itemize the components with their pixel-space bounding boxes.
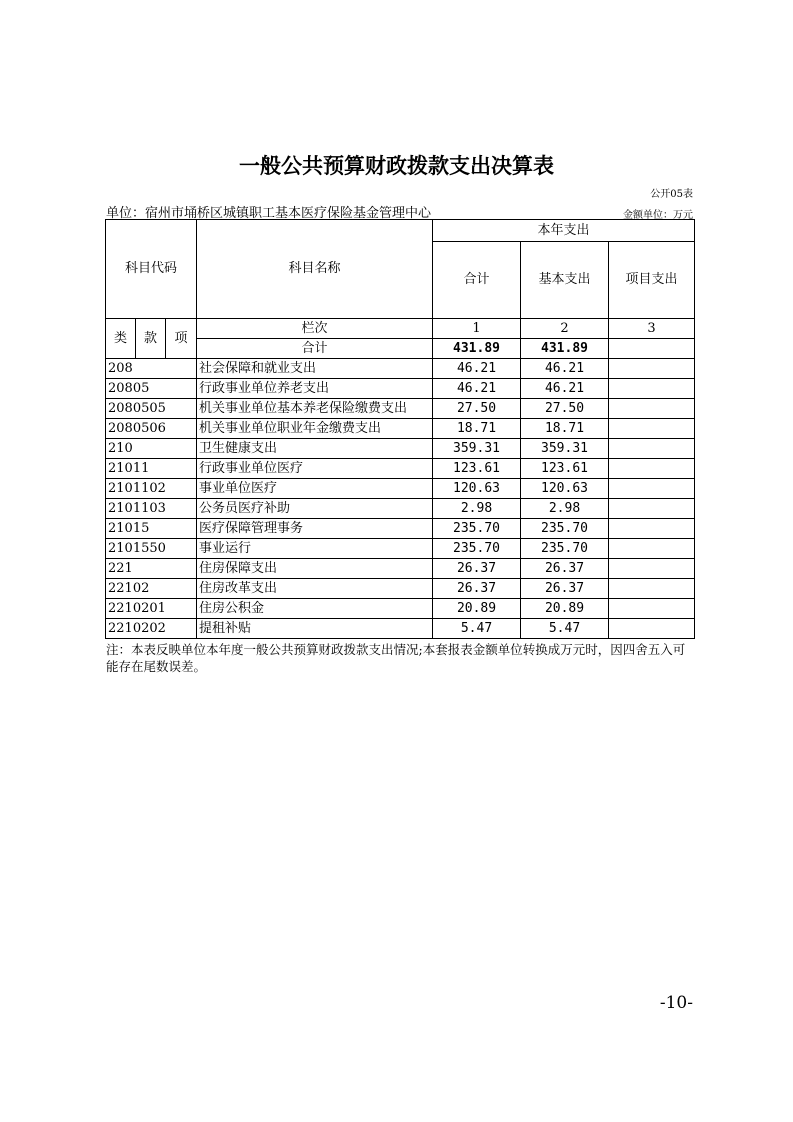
row-name: 事业运行 xyxy=(197,539,433,559)
row-project xyxy=(609,459,695,479)
header-project: 项目支出 xyxy=(609,242,695,319)
row-basic: 26.37 xyxy=(521,579,609,599)
table-row xyxy=(106,359,695,379)
table-row xyxy=(106,619,695,639)
row-total: 18.71 xyxy=(433,419,521,439)
table-row xyxy=(106,399,695,419)
row-name: 行政事业单位医疗 xyxy=(197,459,433,479)
row-project xyxy=(609,399,695,419)
column-number-3: 3 xyxy=(609,319,695,339)
table-note: 注：本表反映单位本年度一般公共预算财政拨款支出情况;本套报表金额单位转换成万元时，因四舍五入可能存在尾数误差。 xyxy=(106,642,686,674)
header-section: 款 xyxy=(136,319,166,359)
row-project xyxy=(609,379,695,399)
row-basic: 27.50 xyxy=(521,399,609,419)
row-basic: 359.31 xyxy=(521,439,609,459)
row-total: 20.89 xyxy=(433,599,521,619)
row-code: 2101103 xyxy=(106,499,197,519)
row-name: 机关事业单位职业年金缴费支出 xyxy=(197,419,433,439)
header-item: 项 xyxy=(166,319,197,359)
row-total: 235.70 xyxy=(433,539,521,559)
row-basic: 235.70 xyxy=(521,539,609,559)
header-total: 合计 xyxy=(433,242,521,319)
row-basic: 26.37 xyxy=(521,559,609,579)
table-row xyxy=(106,499,695,519)
row-name: 事业单位医疗 xyxy=(197,479,433,499)
row-code: 208 xyxy=(106,359,197,379)
table-row xyxy=(106,579,695,599)
unit-name: 单位：宿州市埇桥区城镇职工基本医疗保险基金管理中心 xyxy=(106,206,432,221)
header-class: 类 xyxy=(106,319,136,359)
row-basic: 120.63 xyxy=(521,479,609,499)
row-basic: 46.21 xyxy=(521,379,609,399)
row-total: 235.70 xyxy=(433,519,521,539)
table-row xyxy=(106,559,695,579)
row-name: 住房公积金 xyxy=(197,599,433,619)
row-total: 27.50 xyxy=(433,399,521,419)
form-number: 公开05表 xyxy=(650,189,693,200)
row-total: 5.47 xyxy=(433,619,521,639)
header-code: 科目代码 xyxy=(106,220,197,319)
column-number-1: 1 xyxy=(433,319,521,339)
row-code: 2101550 xyxy=(106,539,197,559)
row-code: 21011 xyxy=(106,459,197,479)
row-basic: 2.98 xyxy=(521,499,609,519)
row-total: 26.37 xyxy=(433,579,521,599)
page-number: -10- xyxy=(659,993,693,1013)
row-code: 2210201 xyxy=(106,599,197,619)
row-basic: 235.70 xyxy=(521,519,609,539)
row-total: 123.61 xyxy=(433,459,521,479)
total-amount: 431.89 xyxy=(433,339,521,359)
row-code: 2101102 xyxy=(106,479,197,499)
row-code: 2080505 xyxy=(106,399,197,419)
total-basic: 431.89 xyxy=(521,339,609,359)
table-row xyxy=(106,479,695,499)
row-code: 21015 xyxy=(106,519,197,539)
row-project xyxy=(609,619,695,639)
row-total: 120.63 xyxy=(433,479,521,499)
row-name: 提租补贴 xyxy=(197,619,433,639)
row-name: 住房保障支出 xyxy=(197,559,433,579)
row-total: 26.37 xyxy=(433,559,521,579)
row-code: 2210202 xyxy=(106,619,197,639)
row-basic: 5.47 xyxy=(521,619,609,639)
page-title: 一般公共预算财政拨款支出决算表 xyxy=(239,154,554,178)
row-name: 卫生健康支出 xyxy=(197,439,433,459)
table-row xyxy=(106,459,695,479)
header-current-year: 本年支出 xyxy=(433,220,695,242)
row-name: 行政事业单位养老支出 xyxy=(197,379,433,399)
row-total: 2.98 xyxy=(433,499,521,519)
row-basic: 123.61 xyxy=(521,459,609,479)
row-basic: 46.21 xyxy=(521,359,609,379)
header-name: 科目名称 xyxy=(197,220,433,319)
table-row xyxy=(106,419,695,439)
column-order-label: 栏次 xyxy=(197,319,433,339)
row-project xyxy=(609,579,695,599)
row-project xyxy=(609,419,695,439)
row-total: 46.21 xyxy=(433,379,521,399)
total-project xyxy=(609,339,695,359)
row-name: 医疗保障管理事务 xyxy=(197,519,433,539)
row-total: 46.21 xyxy=(433,359,521,379)
row-code: 2080506 xyxy=(106,419,197,439)
header-basic: 基本支出 xyxy=(521,242,609,319)
row-project xyxy=(609,439,695,459)
row-project xyxy=(609,519,695,539)
column-number-2: 2 xyxy=(521,319,609,339)
row-name: 社会保障和就业支出 xyxy=(197,359,433,379)
table-row xyxy=(106,539,695,559)
table-row xyxy=(106,519,695,539)
row-code: 221 xyxy=(106,559,197,579)
row-name: 公务员医疗补助 xyxy=(197,499,433,519)
row-code: 22102 xyxy=(106,579,197,599)
row-project xyxy=(609,499,695,519)
row-code: 20805 xyxy=(106,379,197,399)
row-project xyxy=(609,559,695,579)
row-project xyxy=(609,599,695,619)
table-row xyxy=(106,599,695,619)
amount-unit: 金额单位：万元 xyxy=(623,210,693,221)
table-row xyxy=(106,379,695,399)
row-project xyxy=(609,359,695,379)
row-total: 359.31 xyxy=(433,439,521,459)
row-name: 住房改革支出 xyxy=(197,579,433,599)
row-project xyxy=(609,479,695,499)
row-code: 210 xyxy=(106,439,197,459)
row-project xyxy=(609,539,695,559)
row-basic: 18.71 xyxy=(521,419,609,439)
row-basic: 20.89 xyxy=(521,599,609,619)
total-label: 合计 xyxy=(197,339,433,359)
table-row xyxy=(106,439,695,459)
row-name: 机关事业单位基本养老保险缴费支出 xyxy=(197,399,433,419)
expenditure-table xyxy=(105,219,695,639)
